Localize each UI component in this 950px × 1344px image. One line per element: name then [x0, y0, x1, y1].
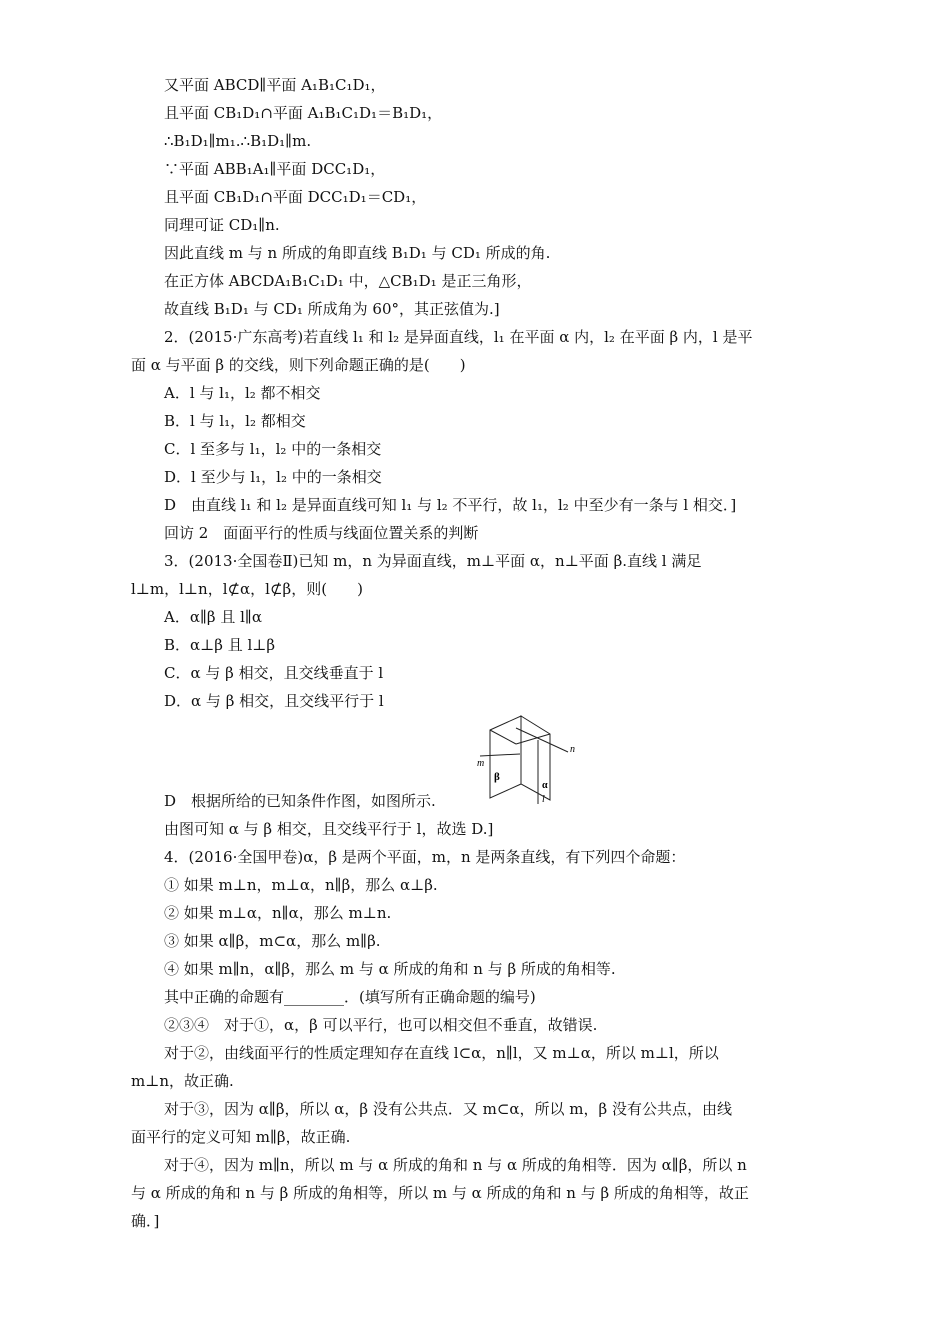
text-line: 面平行的定义可知 m∥β，故正确.	[131, 1128, 351, 1146]
text-line: D 由直线 l₁ 和 l₂ 是异面直线可知 l₁ 与 l₂ 不平行，故 l₁，l₂ 中至少有一条与 l 相交．]	[164, 496, 737, 514]
text-line: ④ 如果 m∥n，α∥β，那么 m 与 α 所成的角和 n 与 β 所成的角相等.	[164, 960, 616, 978]
text-line: 又平面 ABCD∥平面 A₁B₁C₁D₁，	[164, 76, 386, 94]
text-line: B．l 与 l₁，l₂ 都相交	[164, 412, 306, 430]
text-line: l⊥m，l⊥n，l⊄α，l⊄β，则( )	[131, 580, 363, 598]
text-line: ∵平面 ABB₁A₁∥平面 DCC₁D₁，	[164, 160, 386, 178]
text-line: A．α∥β 且 l∥α	[164, 608, 262, 626]
text-line: 3．(2013·全国卷Ⅱ)已知 m，n 为异面直线，m⊥平面 α，n⊥平面 β.直线 l 满足	[164, 552, 702, 570]
text-line: 与 α 所成的角和 n 与 β 所成的角相等，所以 m 与 α 所成的角和 n 与 β 所成的角相等，故正	[131, 1184, 749, 1202]
planes-figure	[476, 714, 586, 806]
text-line: 回访 2 面面平行的性质与线面位置关系的判断	[164, 524, 479, 542]
text-line: C．α 与 β 相交，且交线垂直于 l	[164, 664, 384, 682]
label-beta: β	[494, 771, 500, 783]
text-line: D．α 与 β 相交，且交线平行于 l	[164, 692, 384, 710]
text-line: 且平面 CB₁D₁∩平面 DCC₁D₁＝CD₁，	[164, 188, 427, 206]
text-line: A．l 与 l₁，l₂ 都不相交	[164, 384, 321, 402]
text-line: 故直线 B₁D₁ 与 CD₁ 所成角为 60°，其正弦值为.]	[164, 300, 500, 318]
text-line: ① 如果 m⊥n，m⊥α，n∥β，那么 α⊥β.	[164, 876, 438, 894]
text-line: B．α⊥β 且 l⊥β	[164, 636, 276, 654]
text-line: 确．]	[131, 1212, 160, 1230]
label-alpha: α	[542, 780, 548, 791]
label-m: m	[477, 758, 485, 769]
line-m	[480, 754, 520, 756]
text-line: D 根据所给的已知条件作图，如图所示.	[164, 792, 436, 810]
label-l: l	[542, 794, 545, 805]
text-line: 2．(2015·广东高考)若直线 l₁ 和 l₂ 是异面直线，l₁ 在平面 α 内，l₂ 在平面 β 内，l 是平	[164, 328, 753, 346]
text-line: 其中正确的命题有________．(填写所有正确命题的编号)	[164, 988, 536, 1006]
text-line: 面 α 与平面 β 的交线，则下列命题正确的是( )	[131, 356, 466, 374]
text-line: 由图可知 α 与 β 相交，且交线平行于 l，故选 D.]	[164, 820, 494, 838]
text-line: 且平面 CB₁D₁∩平面 A₁B₁C₁D₁＝B₁D₁，	[164, 104, 443, 122]
line-n	[516, 728, 568, 752]
text-line: C．l 至多与 l₁，l₂ 中的一条相交	[164, 440, 382, 458]
text-line: ∴B₁D₁∥m₁.∴B₁D₁∥m.	[164, 132, 312, 150]
text-line: 同理可证 CD₁∥n.	[164, 216, 280, 234]
text-line: 对于②，由线面平行的性质定理知存在直线 l⊂α，n∥l，又 m⊥α，所以 m⊥l，所以	[164, 1044, 719, 1062]
label-n: n	[570, 744, 575, 755]
text-line: ②③④ 对于①，α，β 可以平行，也可以相交但不垂直，故错误.	[164, 1016, 598, 1034]
text-line: 因此直线 m 与 n 所成的角即直线 B₁D₁ 与 CD₁ 所成的角.	[164, 244, 551, 262]
text-line: ③ 如果 α∥β，m⊂α，那么 m∥β.	[164, 932, 381, 950]
text-line: m⊥n，故正确.	[131, 1072, 234, 1090]
text-line: 对于③，因为 α∥β，所以 α，β 没有公共点．又 m⊂α，所以 m，β 没有公共点，由线	[164, 1100, 732, 1118]
text-line: D．l 至少与 l₁，l₂ 中的一条相交	[164, 468, 382, 486]
text-line: 在正方体 ABCDA₁B₁C₁D₁ 中，△CB₁D₁ 是正三角形，	[164, 272, 532, 290]
text-line: ② 如果 m⊥α，n∥α，那么 m⊥n.	[164, 904, 392, 922]
text-line: 4．(2016·全国甲卷)α，β 是两个平面，m，n 是两条直线，有下列四个命题：	[164, 848, 686, 866]
text-line: 对于④，因为 m∥n，所以 m 与 α 所成的角和 n 与 α 所成的角相等．因为 α∥β，所以 n	[164, 1156, 747, 1174]
